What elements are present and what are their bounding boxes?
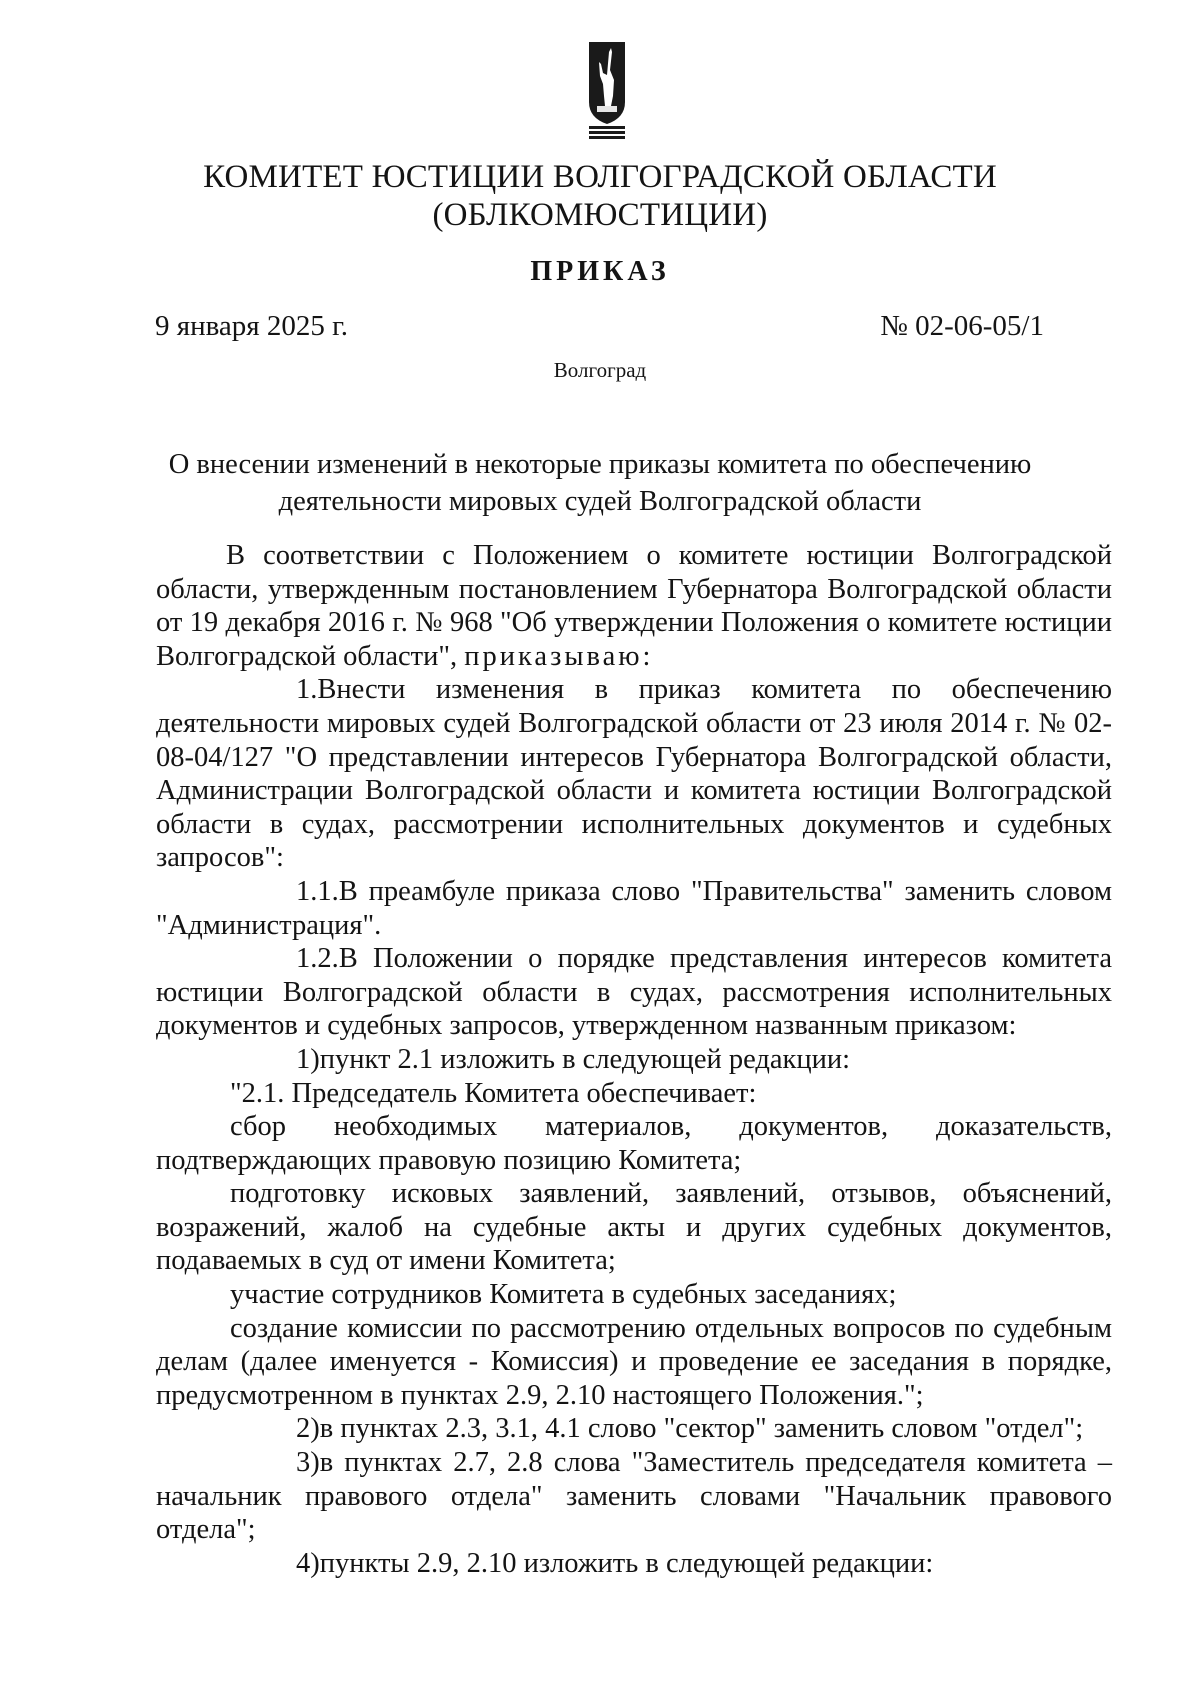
paragraph-text: "2.1. Председатель Комитета обеспечивает: (230, 1077, 757, 1109)
paragraph-list-entry (156, 1278, 1112, 1312)
org-name: КОМИТЕТ ЮСТИЦИИ ВОЛГОГРАДСКОЙ ОБЛАСТИ (203, 159, 997, 195)
subject-line: О внесении изменений в некоторые приказы комитета по обеспечению (168, 449, 1032, 480)
paragraph-subitem-2 (156, 1412, 1112, 1446)
paragraph-text: В Положении о порядке представления интересов комитета юстиции Волгоградской области в судах, рассмотрения исполнительных документов и судебных запросов, утвержденном названным приказом: (156, 943, 1112, 1042)
item-number: 1.2. (296, 943, 339, 975)
paragraph-text: в пунктах 2.7, 2.8 слова "Заместитель председателя комитета – начальник правового отдела" заменить словами "Начальник правового отдела"; (156, 1447, 1112, 1546)
document-subject (150, 446, 1050, 520)
item-number: 1) (296, 1043, 320, 1075)
paragraph-text: пункт 2.1 изложить в следующей редакции: (319, 1043, 851, 1075)
item-number: 2) (296, 1413, 320, 1445)
paragraph-subitem-3 (156, 1446, 1112, 1547)
paragraph-subitem-4 (156, 1547, 1112, 1581)
paragraph-subitem-1 (156, 1043, 1112, 1077)
paragraph-text: В преамбуле приказа слово "Правительства" заменить словом "Администрация". (156, 875, 1112, 941)
document-date: 9 января 2025 г. (155, 310, 349, 342)
document-city: Волгоград (553, 358, 647, 382)
paragraph-item-1 (156, 673, 1112, 875)
item-number: 3) (296, 1447, 320, 1479)
paragraph-text: участие сотрудников Комитета в судебных заседаниях; (230, 1279, 897, 1311)
paragraph-text: пункты 2.9, 2.10 изложить в следующей редакции: (319, 1547, 934, 1579)
paragraph-preamble (156, 539, 1112, 673)
document-type: ПРИКАЗ (530, 256, 670, 287)
subject-line: деятельности мировых судей Волгоградской области (278, 486, 922, 517)
paragraph-item-1-2 (156, 942, 1112, 1043)
paragraph-text: создание комиссии по рассмотрению отдельных вопросов по судебным делам (далее именуется - Комиссия) и проведение ее заседания в порядке, предусмотренном в пунктах 2.9, 2.10 настоящего Положения."; (156, 1312, 1112, 1411)
item-number: 1.1. (296, 875, 339, 907)
paragraph-list-entry (156, 1312, 1112, 1413)
coat-of-arms-icon (587, 40, 627, 140)
paragraph-text: в пунктах 2.3, 3.1, 4.1 слово "сектор" заменить словом "отдел"; (319, 1413, 1084, 1445)
item-number: 4) (296, 1547, 320, 1579)
document-body (156, 539, 1112, 1580)
paragraph-text: сбор необходимых материалов, документов, доказательств, подтверждающих правовую позицию Комитета; (156, 1111, 1112, 1176)
paragraph-list-entry (156, 1177, 1112, 1278)
item-number: 1. (296, 674, 318, 706)
org-short-name: (ОБЛКОМЮСТИЦИИ) (432, 197, 768, 233)
paragraph-text: подготовку исковых заявлений, заявлений, отзывов, объяснений, возражений, жалоб на судебные акты и других судебных документов, подаваемых в суд от имени Комитета; (156, 1178, 1112, 1277)
paragraph-text: Внести изменения в приказ комитета по обеспечению деятельности мировых судей Волгоградской области от 23 июля 2014 г. № 02-08-04/127 "О представлении интересов Губернатора Волгоградской области, Администрации Волгоградской области и комитета юстиции Волгоградской области в судах, рассмотрении исполнительных документов и судебных запросов": (156, 674, 1112, 874)
paragraph-list-entry (156, 1110, 1112, 1177)
order-word: приказываю: (464, 640, 654, 672)
document-number: № 02-06-05/1 (880, 310, 1044, 342)
paragraph-text: В соответствии с Положением о комитете юстиции Волгоградской области, утвержденным постановлением Губернатора Волгоградской области от 19 декабря 2016 г. № 968 "Об утверждении Положения о комитете юстиции Волгоградской области", (156, 540, 1112, 672)
paragraph-item-1-1 (156, 875, 1112, 942)
paragraph-quote-start (156, 1077, 1112, 1111)
